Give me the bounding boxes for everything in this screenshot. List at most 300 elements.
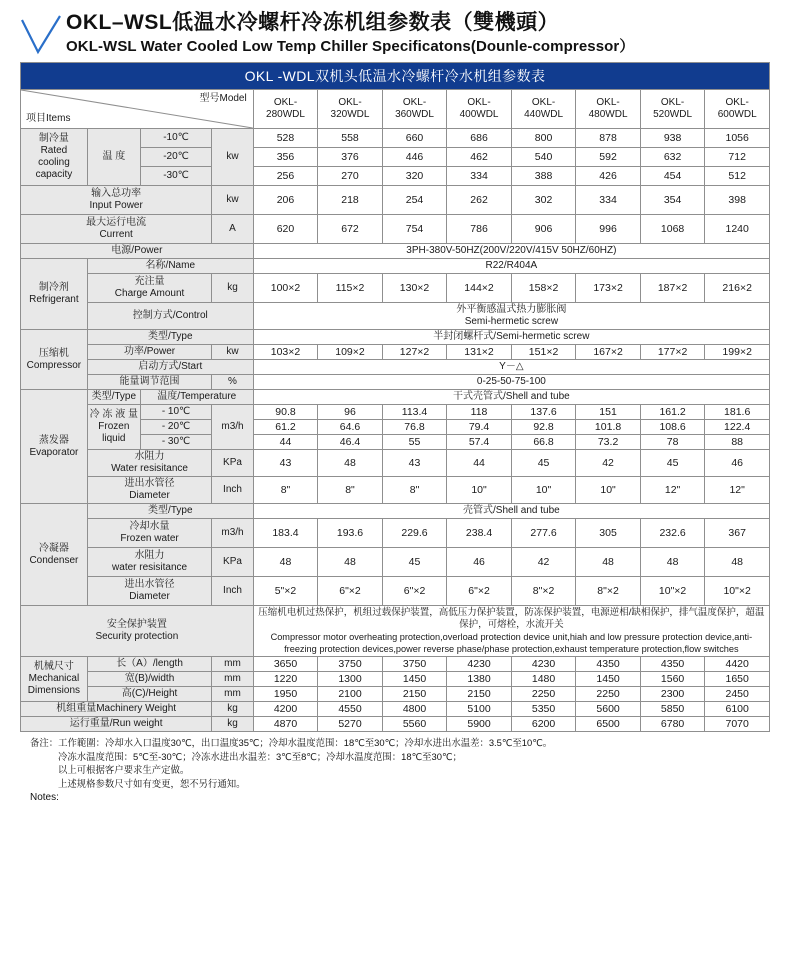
cell-value: 96 <box>318 405 383 420</box>
cell-value: 672 <box>318 215 383 244</box>
refrigerant-name-label: 名称/Name <box>87 259 253 274</box>
model-col-7 <box>705 90 770 129</box>
model-label: OKL-600WDL <box>717 97 757 120</box>
cell-value: 426 <box>576 167 641 186</box>
cell-value: 48 <box>576 548 641 577</box>
brand-logo-icon <box>18 14 64 58</box>
cell-value: 5850 <box>640 702 705 717</box>
table-banner: OKL -WDL双机头低温水冷螺杆冷水机组参数表 <box>21 63 770 90</box>
cell-value: 1300 <box>318 672 383 687</box>
label-en: water resisitance <box>112 562 188 573</box>
unit-kg: kg <box>212 717 253 732</box>
cell-value: 3750 <box>382 657 447 672</box>
model-col-2 <box>382 90 447 129</box>
unit-inch: Inch <box>212 577 253 606</box>
label-cn: 最大运行电流 <box>86 217 147 228</box>
group-label-en1: Rated <box>40 145 68 156</box>
group-label-en: Evaporator <box>29 446 79 458</box>
cell-value: 6500 <box>576 717 641 732</box>
protection-text <box>253 606 769 657</box>
cell-value: 108.6 <box>640 420 705 435</box>
cell-value: 1560 <box>640 672 705 687</box>
model-label: OKL-520WDL <box>653 97 693 120</box>
table-row <box>21 450 770 477</box>
cell-value: 1220 <box>253 672 318 687</box>
cell-value: 320 <box>382 167 447 186</box>
cell-value: 1650 <box>705 672 770 687</box>
cell-value: 2150 <box>447 687 512 702</box>
temp-label-20: -20℃ <box>140 148 211 167</box>
cell-value: 44 <box>447 450 512 477</box>
evap-diameter-label <box>87 477 211 504</box>
table-row <box>21 303 770 330</box>
cell-value: 131×2 <box>447 345 512 360</box>
group-label-cn: 冷凝器 <box>38 542 69 554</box>
cell-value: 8" <box>382 477 447 504</box>
group-label-en2: cooling <box>38 157 70 168</box>
table-row <box>21 330 770 345</box>
temp-label-30: -30℃ <box>140 167 211 186</box>
cell-value: 45 <box>640 450 705 477</box>
group-label-cn: 制冷量 <box>38 133 69 144</box>
table-row <box>21 577 770 606</box>
evaporator-type-label: 类型/Type <box>87 390 140 405</box>
cell-value: 996 <box>576 215 641 244</box>
table-row <box>21 657 770 672</box>
cell-value: 61.2 <box>253 420 318 435</box>
cell-value: 540 <box>511 148 576 167</box>
cell-value: 218 <box>318 186 383 215</box>
unit-mm: mm <box>212 657 253 672</box>
cell-value: 632 <box>640 148 705 167</box>
dimension-label-length: 长（A）/length <box>87 657 211 672</box>
value-cn: 外平衡感温式热力膨胀阀 <box>456 304 567 315</box>
cell-value: 5560 <box>382 717 447 732</box>
cell-value: 48 <box>318 548 383 577</box>
label-cn: 冷却水量 <box>129 521 170 532</box>
cell-value: 1380 <box>447 672 512 687</box>
group-label-en: Condenser <box>29 554 79 566</box>
compressor-start-value: Y－△ <box>253 360 769 375</box>
row-group-evaporator <box>21 390 88 504</box>
table-row <box>21 687 770 702</box>
power-supply-value: 3PH-380V-50HZ(200V/220V/415V 50HZ/60HZ) <box>253 244 769 259</box>
cell-value: 620 <box>253 215 318 244</box>
capacity-range-label: 能量调节范围 <box>87 375 211 390</box>
unit-m3h: m3/h <box>212 519 253 548</box>
table-row <box>21 405 770 420</box>
table-row <box>21 548 770 577</box>
cell-value: 232.6 <box>640 519 705 548</box>
cell-value: 92.8 <box>511 420 576 435</box>
table-row <box>21 186 770 215</box>
cell-value: 334 <box>447 167 512 186</box>
cell-value: 10" <box>447 477 512 504</box>
cell-value: 558 <box>318 129 383 148</box>
group-label-en: Refrigerant <box>29 294 79 305</box>
cell-value: 115×2 <box>318 274 383 303</box>
cell-value: 8"×2 <box>511 577 576 606</box>
label-cn: 输入总功率 <box>91 188 142 199</box>
corner-items-label: 项目Items <box>26 113 71 124</box>
table-row <box>21 274 770 303</box>
cell-value: 446 <box>382 148 447 167</box>
cell-value: 42 <box>576 450 641 477</box>
row-group-dimensions <box>21 657 88 702</box>
notes-line-1: 冷冻水温度范围：5℃至-30℃；冷冻水进出水温差：3℃至8℃；冷却水温度范围：18℃至30℃； <box>58 750 462 762</box>
cell-value: 462 <box>447 148 512 167</box>
cell-value: 43 <box>253 450 318 477</box>
corner-model-label: 型号Model <box>199 93 247 104</box>
cell-value: 4230 <box>447 657 512 672</box>
value-en: Semi-hermetic screw <box>464 316 559 327</box>
row-group-condenser <box>21 504 88 606</box>
cell-value: 5600 <box>576 702 641 717</box>
cell-value: 158×2 <box>511 274 576 303</box>
cell-value: 906 <box>511 215 576 244</box>
control-method-value <box>253 303 769 330</box>
cell-value: 388 <box>511 167 576 186</box>
cell-value: 100×2 <box>253 274 318 303</box>
label-en: Current <box>99 229 133 240</box>
model-col-3 <box>447 90 512 129</box>
cell-value: 199×2 <box>705 345 770 360</box>
condenser-type-value: 壳管式/Shell and tube <box>253 504 769 519</box>
unit-kw: kw <box>212 186 253 215</box>
group-label-en1: Mechanical <box>28 673 80 684</box>
cell-value: 46 <box>447 548 512 577</box>
cell-value: 73.2 <box>576 435 641 450</box>
cell-value: 76.8 <box>382 420 447 435</box>
cell-value: 262 <box>447 186 512 215</box>
evaporator-temp-label: 温度/Temperature <box>140 390 253 405</box>
label-en: Frozen water <box>120 533 179 544</box>
table-row <box>21 606 770 657</box>
label-cn: 充注量 <box>134 276 165 287</box>
cell-value: 256 <box>253 167 318 186</box>
temperature-sub-label: 温 度 <box>87 129 140 186</box>
machinery-weight-label: 机组重量Machinery Weight <box>21 702 212 717</box>
cell-value: 6780 <box>640 717 705 732</box>
control-method-label: 控制方式/Control <box>87 303 253 330</box>
cell-value: 6"×2 <box>382 577 447 606</box>
group-label-en2: Dimensions <box>27 685 81 696</box>
cell-value: 1450 <box>576 672 641 687</box>
compressor-type-label: 类型/Type <box>87 330 253 345</box>
label-en: Input Power <box>89 200 143 211</box>
row-group-refrigerant <box>21 259 88 330</box>
cell-value: 101.8 <box>576 420 641 435</box>
cell-value: 305 <box>576 519 641 548</box>
cell-value: 302 <box>511 186 576 215</box>
table-row <box>21 129 770 148</box>
cell-value: 270 <box>318 167 383 186</box>
cell-value: 48 <box>705 548 770 577</box>
spec-table <box>20 62 770 732</box>
cell-value: 2250 <box>576 687 641 702</box>
cell-value: 354 <box>640 186 705 215</box>
cell-value: 512 <box>705 167 770 186</box>
evap-temp-1: - 20℃ <box>140 420 211 435</box>
label-en: Frozen liquid <box>98 421 130 444</box>
cell-value: 754 <box>382 215 447 244</box>
group-label-en: Compressor <box>26 359 82 371</box>
cell-value: 7070 <box>705 717 770 732</box>
unit-inch: Inch <box>212 477 253 504</box>
cell-value: 800 <box>511 129 576 148</box>
spec-table-wrapper <box>0 62 790 732</box>
page-header <box>0 0 790 62</box>
cell-value: 122.4 <box>705 420 770 435</box>
label-cn: 水阻力 <box>134 550 165 561</box>
cell-value: 10"×2 <box>640 577 705 606</box>
condenser-water-label <box>87 519 211 548</box>
dimension-label-width: 宽(B)/width <box>87 672 211 687</box>
cell-value: 4800 <box>382 702 447 717</box>
model-label: OKL-400WDL <box>459 97 499 120</box>
notes-section <box>0 732 790 805</box>
evaporator-type-value: 干式壳管式/Shell and tube <box>253 390 769 405</box>
row-group-compressor <box>21 330 88 390</box>
model-label: OKL-440WDL <box>524 97 563 120</box>
unit-kg: kg <box>212 702 253 717</box>
model-col-5 <box>576 90 641 129</box>
cell-value: 55 <box>382 435 447 450</box>
protection-text-en: Compressor motor overheating protection,overload protection device unit,hiah and low pressure protection device,anti-freezing protection devices,power reverse phase/phase protection,exhaust temperature protection,flow switches <box>270 632 753 654</box>
cell-value: 12" <box>705 477 770 504</box>
group-label-cn: 制冷剂 <box>38 282 69 293</box>
row-label-input-power <box>21 186 212 215</box>
cell-value: 334 <box>576 186 641 215</box>
condenser-resistance-label <box>87 548 211 577</box>
model-col-0 <box>253 90 318 129</box>
cell-value: 6"×2 <box>318 577 383 606</box>
cell-value: 216×2 <box>705 274 770 303</box>
unit-a: A <box>212 215 253 244</box>
cell-value: 8" <box>318 477 383 504</box>
cell-value: 3650 <box>253 657 318 672</box>
cell-value: 5270 <box>318 717 383 732</box>
unit-m3h: m3/h <box>212 405 253 450</box>
label-cn: 进出水管径 <box>124 478 175 489</box>
cell-value: 528 <box>253 129 318 148</box>
model-col-4 <box>511 90 576 129</box>
page-title-en: OKL-WSL Water Cooled Low Temp Chiller Specificatons(Dounle-compressor） <box>66 38 635 55</box>
cell-value: 6100 <box>705 702 770 717</box>
cell-value: 712 <box>705 148 770 167</box>
refrigerant-name-value: R22/R404A <box>253 259 769 274</box>
cell-value: 4200 <box>253 702 318 717</box>
table-row <box>21 390 770 405</box>
model-col-1 <box>318 90 383 129</box>
cell-value: 177×2 <box>640 345 705 360</box>
cell-value: 1950 <box>253 687 318 702</box>
items-model-corner <box>21 90 254 129</box>
cell-value: 193.6 <box>318 519 383 548</box>
cell-value: 161.2 <box>640 405 705 420</box>
cell-value: 46.4 <box>318 435 383 450</box>
cell-value: 6"×2 <box>447 577 512 606</box>
page-title-cn: OKL–WSL低温水冷螺杆冷冻机组参数表（雙機頭） <box>66 11 560 34</box>
condenser-diameter-label <box>87 577 211 606</box>
cell-value: 238.4 <box>447 519 512 548</box>
cell-value: 206 <box>253 186 318 215</box>
cell-value: 8" <box>253 477 318 504</box>
row-label-power-supply: 电源/Power <box>21 244 254 259</box>
unit-kpa: KPa <box>212 450 253 477</box>
cell-value: 130×2 <box>382 274 447 303</box>
capacity-range-value: 0-25-50-75-100 <box>253 375 769 390</box>
cell-value: 118 <box>447 405 512 420</box>
notes-line-3: 上述规格参数尺寸如有变更，恕不另行通知。 <box>58 777 246 789</box>
cell-value: 660 <box>382 129 447 148</box>
cell-value: 48 <box>318 450 383 477</box>
unit-kg: kg <box>212 274 253 303</box>
charge-amount-label <box>87 274 211 303</box>
table-row <box>21 717 770 732</box>
cell-value: 1056 <box>705 129 770 148</box>
label-cn: 水阻力 <box>134 451 165 462</box>
cell-value: 878 <box>576 129 641 148</box>
label-cn: 冷 冻 液 量 <box>89 409 138 420</box>
cell-value: 127×2 <box>382 345 447 360</box>
cell-value: 46 <box>705 450 770 477</box>
notes-en-label: Notes: <box>30 792 59 803</box>
table-row <box>21 702 770 717</box>
unit-kpa: KPa <box>212 548 253 577</box>
table-row <box>21 375 770 390</box>
cell-value: 173×2 <box>576 274 641 303</box>
cell-value: 2150 <box>382 687 447 702</box>
frozen-liquid-label <box>87 405 140 450</box>
protection-text-cn: 压缩机电机过热保护，机组过载保护装置，高低压力保护装置，防冻保护装置，电源逆相/缺相保护，排气温度保护，超温保护，可熔栓，水流开关 <box>258 607 765 630</box>
cell-value: 183.4 <box>253 519 318 548</box>
cell-value: 1450 <box>382 672 447 687</box>
cell-value: 5"×2 <box>253 577 318 606</box>
cell-value: 113.4 <box>382 405 447 420</box>
cell-value: 5900 <box>447 717 512 732</box>
cell-value: 45 <box>511 450 576 477</box>
compressor-type-value: 半封闭螺杆式/Semi-hermetic screw <box>253 330 769 345</box>
group-label-cn: 蒸发器 <box>38 434 69 446</box>
model-label: OKL-280WDL <box>266 97 305 120</box>
label-en: Security protection <box>95 631 179 642</box>
evap-temp-2: - 30℃ <box>140 435 211 450</box>
cell-value: 137.6 <box>511 405 576 420</box>
table-row <box>21 519 770 548</box>
cell-value: 1240 <box>705 215 770 244</box>
cell-value: 1480 <box>511 672 576 687</box>
cell-value: 64.6 <box>318 420 383 435</box>
cell-value: 109×2 <box>318 345 383 360</box>
cell-value: 10" <box>576 477 641 504</box>
evap-temp-0: - 10℃ <box>140 405 211 420</box>
table-row <box>21 360 770 375</box>
cell-value: 376 <box>318 148 383 167</box>
cell-value: 4550 <box>318 702 383 717</box>
cell-value: 151 <box>576 405 641 420</box>
cell-value: 48 <box>253 548 318 577</box>
cell-value: 3750 <box>318 657 383 672</box>
cell-value: 4230 <box>511 657 576 672</box>
cell-value: 42 <box>511 548 576 577</box>
cell-value: 2300 <box>640 687 705 702</box>
cell-value: 57.4 <box>447 435 512 450</box>
unit-kw: kw <box>212 345 253 360</box>
table-row <box>21 215 770 244</box>
notes-line-2: 以上可根据客户要求生产定做。 <box>58 764 190 775</box>
cell-value: 1068 <box>640 215 705 244</box>
cell-value: 43 <box>382 450 447 477</box>
model-label: OKL-360WDL <box>395 97 434 120</box>
cell-value: 6200 <box>511 717 576 732</box>
model-label: OKL-320WDL <box>330 97 370 120</box>
notes-text-0: 工作範圍：冷却水入口温度30℃，出口温度35℃；冷却水温度范围：18℃至30℃；冷却水进出水温差：3.5℃至10℃。 <box>58 737 553 748</box>
cell-value: 4350 <box>576 657 641 672</box>
label-en: Diameter <box>129 591 170 602</box>
cell-value: 454 <box>640 167 705 186</box>
cell-value: 367 <box>705 519 770 548</box>
evap-resistance-label <box>87 450 211 477</box>
cell-value: 938 <box>640 129 705 148</box>
group-label-en3: capacity <box>35 169 73 180</box>
compressor-start-label: 启动方式/Start <box>87 360 253 375</box>
cell-value: 10" <box>511 477 576 504</box>
cell-value: 686 <box>447 129 512 148</box>
cell-value: 167×2 <box>576 345 641 360</box>
cell-value: 151×2 <box>511 345 576 360</box>
cell-value: 44 <box>253 435 318 450</box>
unit-mm: mm <box>212 672 253 687</box>
cell-value: 10"×2 <box>705 577 770 606</box>
label-en: Charge Amount <box>114 288 185 299</box>
unit-percent: % <box>212 375 253 390</box>
cell-value: 5350 <box>511 702 576 717</box>
cell-value: 88 <box>705 435 770 450</box>
cell-value: 277.6 <box>511 519 576 548</box>
cell-value: 103×2 <box>253 345 318 360</box>
cell-value: 79.4 <box>447 420 512 435</box>
label-cn: 进出水管径 <box>124 579 175 590</box>
table-row <box>21 259 770 274</box>
model-col-6 <box>640 90 705 129</box>
cell-value: 254 <box>382 186 447 215</box>
notes-label: 备注： <box>30 737 59 748</box>
cell-value: 2450 <box>705 687 770 702</box>
label-en: Water resisitance <box>111 463 188 474</box>
unit-kw: kw <box>212 129 253 186</box>
cell-value: 2250 <box>511 687 576 702</box>
cell-value: 144×2 <box>447 274 512 303</box>
cell-value: 187×2 <box>640 274 705 303</box>
row-label-current <box>21 215 212 244</box>
compressor-power-label: 功率/Power <box>87 345 211 360</box>
table-row <box>21 345 770 360</box>
group-label-cn: 压缩机 <box>38 347 69 359</box>
cell-value: 8"×2 <box>576 577 641 606</box>
cell-value: 4350 <box>640 657 705 672</box>
cell-value: 229.6 <box>382 519 447 548</box>
temp-label-10: -10℃ <box>140 129 211 148</box>
group-label-cn: 机械尺寸 <box>33 661 74 672</box>
dimension-label-height: 高(C)/Height <box>87 687 211 702</box>
table-row <box>21 672 770 687</box>
cell-value: 4420 <box>705 657 770 672</box>
cell-value: 4870 <box>253 717 318 732</box>
cell-value: 90.8 <box>253 405 318 420</box>
cell-value: 398 <box>705 186 770 215</box>
cell-value: 12" <box>640 477 705 504</box>
